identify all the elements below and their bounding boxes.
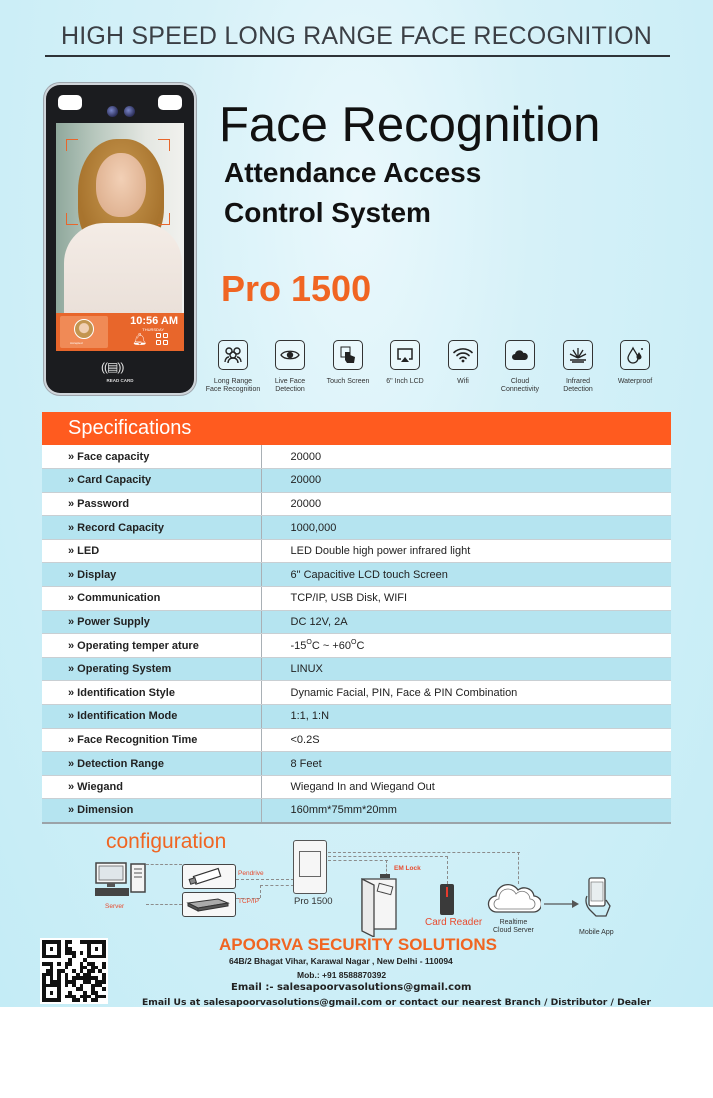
table-row (42, 775, 671, 799)
feature-label: Wifi (457, 378, 469, 385)
table-row (42, 634, 671, 658)
network-switch-icon (182, 892, 236, 917)
device-day: THURSDAY (142, 327, 164, 332)
hero-subtitle-line2: Control System (224, 197, 431, 228)
display-icon (390, 340, 420, 370)
mobile-app-label: Mobile App (579, 929, 614, 936)
spec-value: 6" Capacitive LCD touch Screen (261, 563, 671, 587)
connector-line (447, 856, 448, 884)
connector-line (236, 879, 294, 880)
hero-subtitle-line1: Attendance Access (224, 157, 482, 188)
cloud-label-line1: Realtime (499, 919, 528, 926)
feature-label: 6" Inch LCD (386, 378, 424, 385)
feature-label: Face Recognition (205, 386, 261, 393)
table-row (42, 469, 671, 493)
table-row (42, 563, 671, 587)
avatar (74, 319, 94, 339)
feature-label: Long Range (213, 378, 253, 385)
feature-icons (200, 340, 670, 400)
connector-line (328, 852, 520, 853)
feature-label: Infrared (565, 378, 591, 385)
spec-key: » Operating temper ature (42, 634, 261, 658)
read-card-label: READ CARD (106, 378, 134, 383)
spec-key: » Communication (42, 587, 261, 611)
table-row (42, 752, 671, 776)
spec-key: » Record Capacity (42, 516, 261, 540)
menu-grid-icon (156, 333, 168, 345)
hero-title: Face Recognition (219, 98, 601, 152)
door-icon (360, 873, 400, 942)
degree-sign: O (306, 639, 312, 647)
spec-value: 1000,000 (261, 516, 671, 540)
ir-sensor-icon (58, 95, 82, 110)
spec-value: DC 12V, 2A (261, 610, 671, 634)
spec-value: 20000 (261, 492, 671, 516)
spec-key: » Face Recognition Time (42, 728, 261, 752)
card-reader-icon (440, 884, 454, 915)
device-status-bar (56, 313, 184, 351)
face-frame-corner (66, 139, 78, 151)
face-frame-corner (158, 213, 170, 225)
device-label: Pro 1500 (294, 896, 333, 907)
pendrive-icon (182, 864, 236, 889)
spec-value: 1:1, 1:N (261, 705, 671, 729)
table-row (42, 657, 671, 681)
face-frame-corner (66, 213, 78, 225)
company-name: APOORVA SECURITY SOLUTIONS (219, 935, 498, 954)
card-reader-label: Card Reader (425, 917, 483, 928)
connector-line (328, 856, 448, 857)
waterproof-icon (620, 340, 650, 370)
feature-label: Live Face (274, 378, 306, 385)
spec-key: » Password (42, 492, 261, 516)
connector-line (518, 852, 519, 884)
spec-value: 20000 (261, 469, 671, 493)
device-time: 10:56 AM (130, 315, 178, 327)
spec-value: Wiegand In and Wiegand Out (261, 775, 671, 799)
feature-label: Detection (275, 386, 305, 393)
pendrive-label: Pendrive (238, 870, 264, 877)
connector-line (260, 885, 294, 898)
server-icon (95, 862, 147, 903)
table-row (42, 681, 671, 705)
page-title: HIGH SPEED LONG RANGE FACE RECOGNITION (60, 22, 653, 50)
company-address: 64B/2 Bhagat Vihar, Karawal Nagar , New Delhi - 110094 (229, 956, 453, 966)
table-row (42, 492, 671, 516)
table-row (42, 539, 671, 563)
infrared-icon (563, 340, 593, 370)
device-diagram-icon (293, 840, 327, 894)
table-row (42, 799, 671, 823)
qr-code[interactable] (40, 938, 108, 1004)
spec-value: LED Double high power infrared light (261, 539, 671, 563)
company-mobile: Mob.: +91 8588870392 (297, 970, 387, 980)
connector-line (146, 904, 182, 905)
device-screen-outline (299, 851, 321, 877)
wifi-icon (448, 340, 478, 370)
arrow-right-icon (544, 896, 580, 914)
spec-key: » Face capacity (42, 445, 261, 469)
connector-line (146, 864, 182, 865)
face-frame-corner (158, 139, 170, 151)
temp-range: C ~ +60 (311, 640, 351, 653)
specifications-table (42, 445, 671, 824)
spec-key: » Detection Range (42, 752, 261, 776)
cloud-server-icon (487, 882, 541, 919)
accepted-status: Accepted (70, 341, 83, 345)
title-divider (45, 55, 670, 57)
table-row (42, 445, 671, 469)
table-row (42, 610, 671, 634)
reader-led (446, 887, 448, 897)
bell-icon: 🔔︎ (132, 332, 148, 346)
camera-lens-icon (124, 106, 135, 117)
spec-key: » Wiegand (42, 775, 261, 799)
feature-label: Waterproof (617, 378, 653, 385)
server-label: Server (105, 903, 125, 910)
eye-icon (275, 340, 305, 370)
specifications-header (42, 412, 671, 445)
device-image (46, 85, 194, 393)
mobile-phone-icon (583, 876, 613, 929)
spec-value: <0.2S (261, 728, 671, 752)
feature-label: Connectivity (500, 386, 540, 393)
model-name: Pro 1500 (221, 268, 372, 309)
ir-sensor-icon (158, 95, 182, 110)
spec-value: 8 Feet (261, 752, 671, 776)
specifications-title: Specifications (68, 417, 192, 439)
qr-code-pattern (42, 940, 106, 1002)
temp-min: -15 (290, 640, 307, 653)
feature-label: Detection (563, 386, 593, 393)
spec-key: » Card Capacity (42, 469, 261, 493)
users-icon (218, 340, 248, 370)
spec-key: » Dimension (42, 799, 261, 823)
spec-key: » Identification Mode (42, 705, 261, 729)
camera-lens-icon (107, 106, 118, 117)
spec-value (261, 634, 671, 658)
feature-label: Touch Screen (326, 378, 370, 385)
temp-unit: C (356, 640, 365, 653)
spec-value: Dynamic Facial, PIN, Face & PIN Combination (261, 681, 671, 705)
company-email[interactable]: Email :- salesapoorvasolutions@gmail.com (231, 982, 472, 993)
table-row (42, 516, 671, 540)
spec-value: TCP/IP, USB Disk, WIFI (261, 587, 671, 611)
spec-key: » Operating System (42, 657, 261, 681)
spec-key: » Power Supply (42, 610, 261, 634)
spec-key: » LED (42, 539, 261, 563)
person-face (96, 153, 146, 217)
touch-icon (333, 340, 363, 370)
cloud-server-label (493, 919, 534, 935)
configuration-title: configuration (106, 830, 227, 853)
spec-value: 20000 (261, 445, 671, 469)
degree-sign: O (351, 639, 357, 647)
spec-value: 160mm*75mm*20mm (261, 799, 671, 823)
device-screen (56, 123, 184, 351)
table-row (42, 587, 671, 611)
spec-value: LINUX (261, 657, 671, 681)
contact-line: Email Us at salesapoorvasolutions@gmail.com or contact our nearest Branch / Distributor / Dealer (142, 997, 652, 1008)
connector-line (328, 860, 388, 861)
table-row (42, 705, 671, 729)
cloud-icon (505, 340, 535, 370)
feature-waterproof (600, 340, 670, 386)
table-row (42, 728, 671, 752)
spec-key: » Display (42, 563, 261, 587)
nfc-card-icon: ((▤)) (101, 360, 124, 374)
spec-key: » Identification Style (42, 681, 261, 705)
cloud-label-line2: Cloud Server (493, 927, 534, 934)
recognized-user-card (60, 316, 108, 348)
feature-label: Cloud (510, 378, 530, 385)
em-lock-label: EM Lock (394, 865, 421, 872)
tcpip-label: TCP/IP (238, 898, 259, 905)
